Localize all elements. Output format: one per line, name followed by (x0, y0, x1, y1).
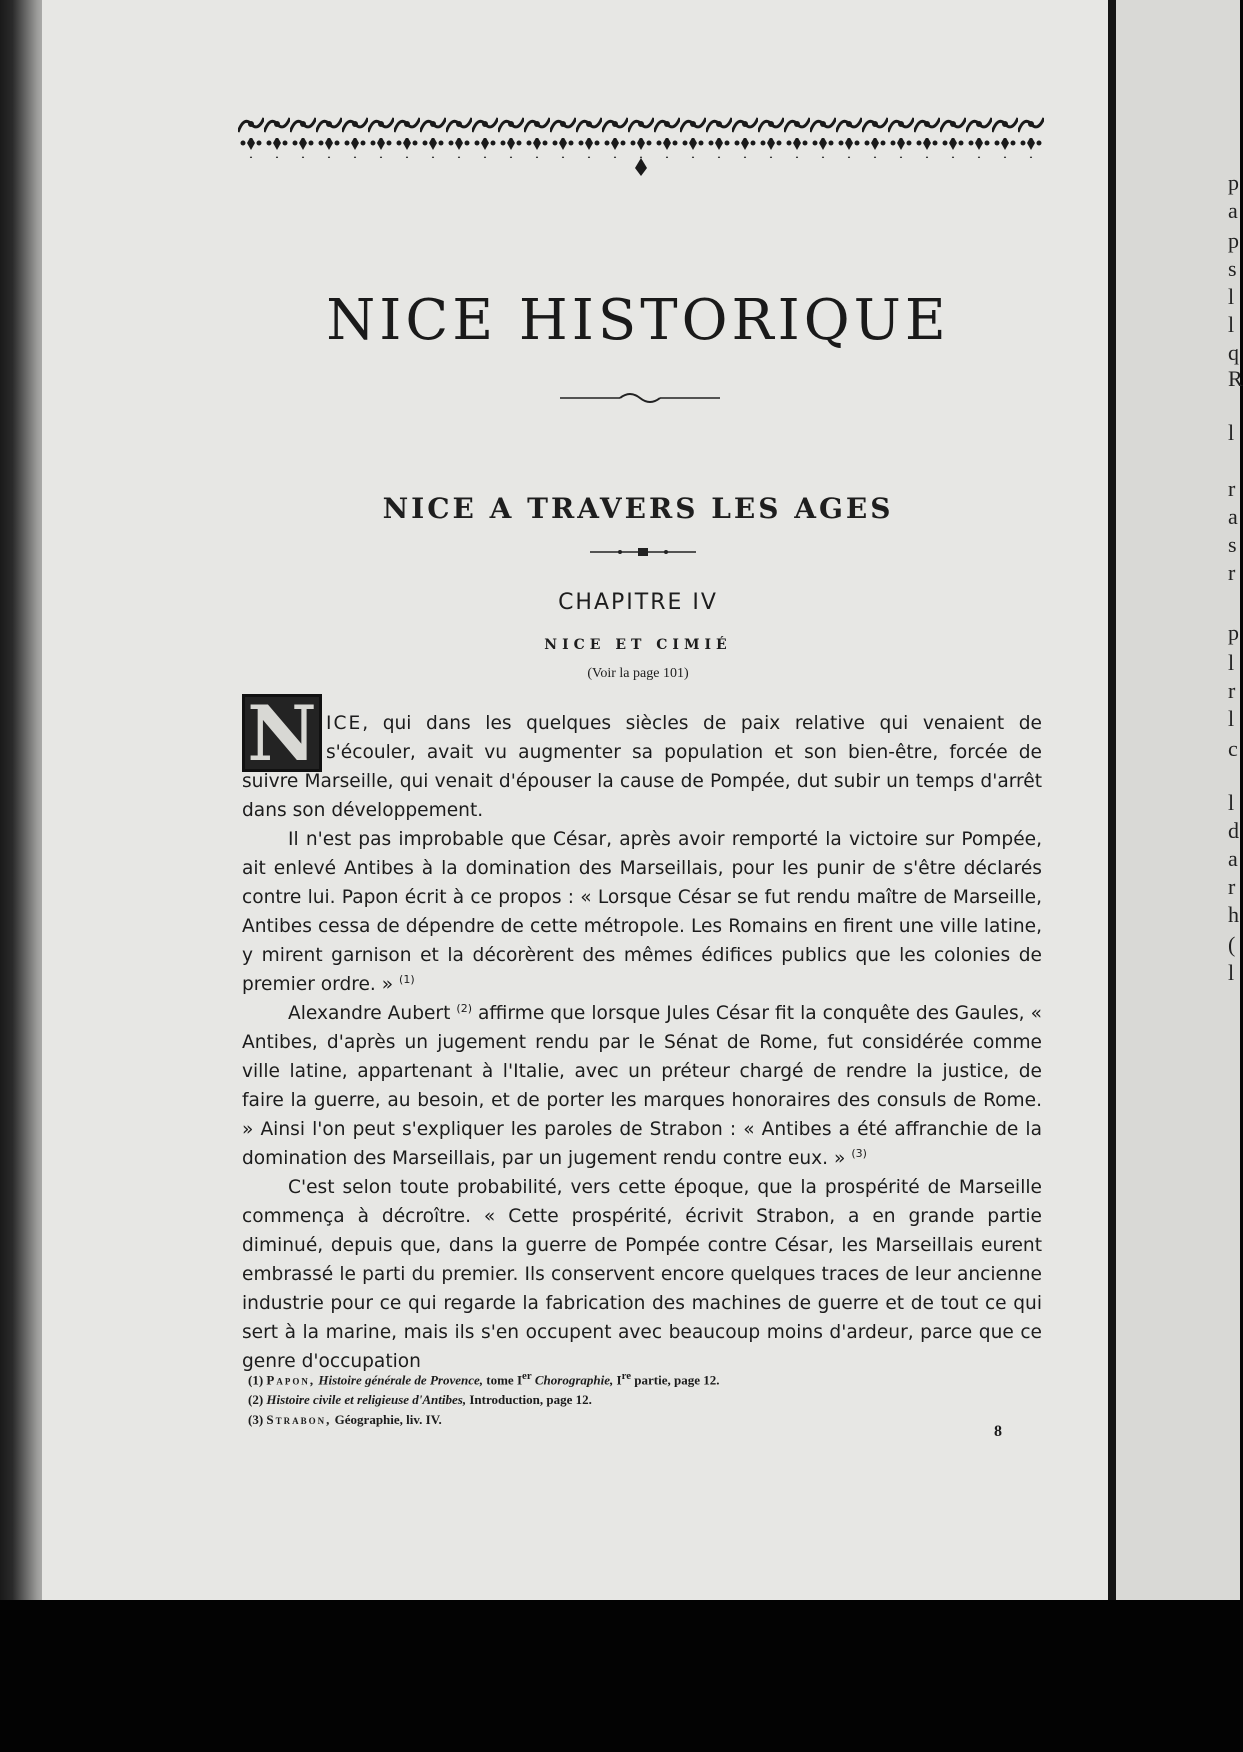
paragraph (242, 709, 1042, 825)
paragraph-text: Alexandre Aubert (288, 1003, 451, 1024)
lead-word: ICE (326, 713, 363, 734)
facing-page-letter: q (1228, 340, 1239, 365)
footnote-item (248, 1390, 1048, 1410)
subtitle-divider-icon (590, 546, 696, 558)
footnotes (248, 1366, 1048, 1430)
facing-page (1116, 0, 1240, 1600)
facing-page-letter: d (1228, 818, 1239, 843)
paragraph (242, 999, 1042, 1173)
footnote-text: tome I (486, 1372, 523, 1388)
facing-page-letter: r (1228, 874, 1236, 899)
footnote-sup: re (621, 1370, 632, 1382)
footnote-author: Strabon, (266, 1412, 332, 1428)
chapter-heading: CHAPITRE IV (558, 590, 718, 615)
scan-background (0, 1600, 1240, 1752)
facing-page-letter: a (1228, 504, 1238, 529)
footnote-text: partie, page 12. (634, 1372, 720, 1388)
facing-page-letter: r (1228, 476, 1236, 501)
facing-page-letter: s (1228, 532, 1237, 557)
paragraph-text: affirme que lorsque Jules César fit la conquête des Gaules, « Antibes, d'après un jugement rendu par le Sénat de Rome, fut considérée comme ville latine, appartenant à l'Italie, avec un préteur chargé de rendre la justice, de faire la guerre, au besoin, et de porter les marques honoraires des consuls de Rome. » Ainsi l'on peut s'expliquer les paroles de Strabon : « Antibes a été affranchie de la domination des Marseillais, par un jugement rendu contre eux. » (242, 1003, 1042, 1169)
facing-page-letter: a (1228, 198, 1238, 223)
section-heading: NICE ET CIMIÉ (544, 637, 732, 653)
facing-page-letter: ( (1228, 932, 1236, 957)
footnote-number: (2) (248, 1392, 264, 1408)
footnote-work: Histoire générale de Provence, (318, 1372, 484, 1388)
footnote-text: Géographie, liv. IV. (334, 1412, 442, 1428)
page-title: NICE HISTORIQUE (326, 288, 950, 353)
footnote-number: (1) (248, 1372, 264, 1388)
facing-page-letter: r (1228, 560, 1236, 585)
ornament-band-icon (238, 114, 1044, 184)
facing-page-letter: l (1228, 790, 1235, 815)
paragraph (242, 825, 1042, 999)
footnote-text: I (616, 1372, 622, 1388)
paragraph (242, 1173, 1042, 1376)
body-text (242, 709, 1042, 1376)
facing-page-letter: r (1228, 678, 1236, 703)
facing-page-letter: l (1228, 284, 1235, 309)
footnote-work: Chorographie, (534, 1372, 614, 1388)
book-spine (1108, 0, 1116, 1608)
facing-page-letter: p (1228, 170, 1239, 195)
footnote-ref: (2) (456, 1001, 472, 1015)
title-divider-icon (560, 390, 720, 406)
facing-page-letter: l (1228, 960, 1235, 985)
footnote-author: Papon, (266, 1372, 316, 1388)
footnote-ref: (3) (851, 1146, 867, 1160)
dropcap-letter: N (247, 689, 317, 778)
page-number: 8 (994, 1423, 1002, 1440)
page-reference: (Voir la page 101) (587, 666, 689, 681)
page-subtitle: NICE A TRAVERS LES AGES (382, 492, 894, 525)
paragraph-text: C'est selon toute probabilité, vers cette époque, que la prospérité de Marseille commença à décroître. « Cette prospérité, écrivit Strabon, a en grande partie diminué, depuis que, dans la guerre de Pompée contre César, les Marseillais eurent embrassé le parti du premier. Ils conservent encore quelques traces de leur ancienne industrie pour ce qui regarde la fabrication des machines de guerre et de tout ce qui sert à la marine, mais ils s'en occupent avec beaucoup moins d'ardeur, parce que ce genre d'occupation (242, 1177, 1042, 1372)
facing-page-letter: s (1228, 256, 1237, 281)
footnote-item (248, 1366, 1048, 1390)
footnote-ref: (1) (399, 972, 415, 986)
facing-page-letter: R (1228, 366, 1243, 391)
facing-page-letter: l (1228, 312, 1235, 337)
footnote-item (248, 1410, 1048, 1430)
footnote-work: Histoire civile et religieuse d'Antibes, (266, 1392, 467, 1408)
footnote-sup: er (522, 1370, 532, 1382)
footnote-text: Introduction, page 12. (469, 1392, 592, 1408)
facing-page-letter: a (1228, 846, 1238, 871)
facing-page-letter: p (1228, 228, 1239, 253)
facing-page-letter: h (1228, 902, 1239, 927)
paragraph-text: Il n'est pas improbable que César, après avoir remporté la victoire sur Pompée, ait enlevé Antibes à la domination des Marseillais, pour les punir de s'être déclarés contre lui. Papon écrit à ce propos : « Lorsque César se fut rendu maître de Marseille, Antibes cessa de dépendre de cette métropole. Les Romains en firent une ville latine, y mirent garnison et la décorèrent des mêmes édifices publics que les colonies de premier ordre. » (242, 829, 1042, 995)
paragraph-text: , qui dans les quelques siècles de paix relative qui venaient de s'écouler, avait vu augmenter sa population et son bien-être, forcée de suivre Marseille, qui venait d'épouser la cause de Pompée, dut subir un temps d'arrêt dans son développement. (242, 713, 1042, 821)
facing-page-letter: l (1228, 650, 1235, 675)
facing-page-letter: p (1228, 620, 1239, 645)
footnote-number: (3) (248, 1412, 264, 1428)
facing-page-letter: l (1228, 706, 1235, 731)
facing-page-letter: c (1228, 736, 1238, 761)
facing-page-letter: l (1228, 420, 1235, 445)
